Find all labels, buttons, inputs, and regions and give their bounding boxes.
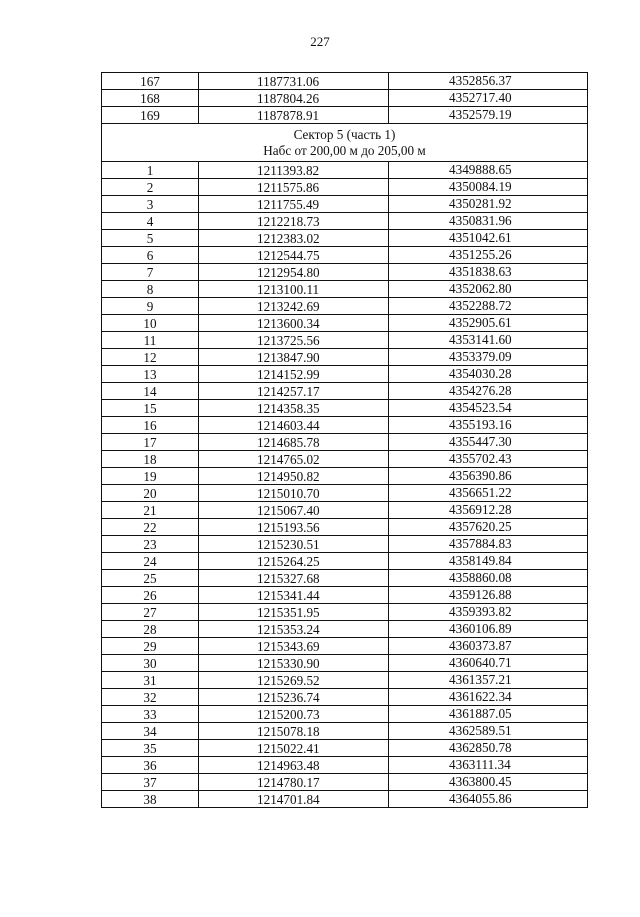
- x-coordinate-cell: 1215353.24: [199, 621, 389, 638]
- x-coordinate-cell: 1213100.11: [199, 281, 389, 298]
- table-row: [102, 179, 588, 196]
- table-row: [102, 315, 588, 332]
- point-number-cell: 4: [102, 213, 199, 230]
- table-row: [102, 107, 588, 124]
- point-number-cell: 6: [102, 247, 199, 264]
- y-coordinate-cell: 4350831.96: [389, 213, 588, 230]
- table-row: [102, 604, 588, 621]
- x-coordinate-cell: 1212954.80: [199, 264, 389, 281]
- x-coordinate-cell: 1212383.02: [199, 230, 389, 247]
- table-row: [102, 723, 588, 740]
- y-coordinate-cell: 4351838.63: [389, 264, 588, 281]
- sector-header: [102, 124, 588, 162]
- point-number-cell: 13: [102, 366, 199, 383]
- table-row: [102, 213, 588, 230]
- point-number-cell: 28: [102, 621, 199, 638]
- x-coordinate-cell: 1215330.90: [199, 655, 389, 672]
- y-coordinate-cell: 4359393.82: [389, 604, 588, 621]
- table-row: [102, 162, 588, 179]
- y-coordinate-cell: 4352905.61: [389, 315, 588, 332]
- point-number-cell: 12: [102, 349, 199, 366]
- y-coordinate-cell: 4364055.86: [389, 791, 588, 808]
- y-coordinate-cell: 4360373.87: [389, 638, 588, 655]
- y-coordinate-cell: 4360106.89: [389, 621, 588, 638]
- table-row: [102, 638, 588, 655]
- y-coordinate-cell: 4362850.78: [389, 740, 588, 757]
- x-coordinate-cell: 1215341.44: [199, 587, 389, 604]
- x-coordinate-cell: 1214152.99: [199, 366, 389, 383]
- table-row: [102, 417, 588, 434]
- x-coordinate-cell: 1211755.49: [199, 196, 389, 213]
- table-row: [102, 519, 588, 536]
- point-number-cell: 29: [102, 638, 199, 655]
- x-coordinate-cell: 1215327.68: [199, 570, 389, 587]
- y-coordinate-cell: 4351042.61: [389, 230, 588, 247]
- y-coordinate-cell: 4363111.34: [389, 757, 588, 774]
- point-number-cell: 7: [102, 264, 199, 281]
- sector-rows: [102, 162, 588, 808]
- point-number-cell: 36: [102, 757, 199, 774]
- point-number-cell: 14: [102, 383, 199, 400]
- point-number-cell: 26: [102, 587, 199, 604]
- point-number-cell: 3: [102, 196, 199, 213]
- y-coordinate-cell: 4354276.28: [389, 383, 588, 400]
- table-row: [102, 230, 588, 247]
- table-row: [102, 434, 588, 451]
- y-coordinate-cell: 4361622.34: [389, 689, 588, 706]
- point-number-cell: 31: [102, 672, 199, 689]
- y-coordinate-cell: 4358860.08: [389, 570, 588, 587]
- x-coordinate-cell: 1187731.06: [199, 73, 389, 90]
- point-number-cell: 25: [102, 570, 199, 587]
- y-coordinate-cell: 4354030.28: [389, 366, 588, 383]
- table-row: [102, 73, 588, 90]
- point-number-cell: 24: [102, 553, 199, 570]
- table-row: [102, 451, 588, 468]
- point-number-cell: 19: [102, 468, 199, 485]
- x-coordinate-cell: 1213725.56: [199, 332, 389, 349]
- point-number-cell: 27: [102, 604, 199, 621]
- y-coordinate-cell: 4350084.19: [389, 179, 588, 196]
- y-coordinate-cell: 4352856.37: [389, 73, 588, 90]
- point-number-cell: 8: [102, 281, 199, 298]
- table-row: [102, 247, 588, 264]
- y-coordinate-cell: 4354523.54: [389, 400, 588, 417]
- table-row: [102, 349, 588, 366]
- table-row: [102, 90, 588, 107]
- x-coordinate-cell: 1214765.02: [199, 451, 389, 468]
- x-coordinate-cell: 1215343.69: [199, 638, 389, 655]
- x-coordinate-cell: 1214603.44: [199, 417, 389, 434]
- x-coordinate-cell: 1214257.17: [199, 383, 389, 400]
- y-coordinate-cell: 4351255.26: [389, 247, 588, 264]
- sector-title: Сектор 5 (часть 1): [293, 126, 396, 142]
- point-number-cell: 22: [102, 519, 199, 536]
- y-coordinate-cell: 4361887.05: [389, 706, 588, 723]
- x-coordinate-cell: 1215010.70: [199, 485, 389, 502]
- y-coordinate-cell: 4358149.84: [389, 553, 588, 570]
- point-number-cell: 30: [102, 655, 199, 672]
- y-coordinate-cell: 4352717.40: [389, 90, 588, 107]
- point-number-cell: 20: [102, 485, 199, 502]
- y-coordinate-cell: 4356651.22: [389, 485, 588, 502]
- y-coordinate-cell: 4355702.43: [389, 451, 588, 468]
- x-coordinate-cell: 1215078.18: [199, 723, 389, 740]
- point-number-cell: 10: [102, 315, 199, 332]
- x-coordinate-cell: 1215193.56: [199, 519, 389, 536]
- y-coordinate-cell: 4352288.72: [389, 298, 588, 315]
- y-coordinate-cell: 4362589.51: [389, 723, 588, 740]
- sector-subtitle: Набс от 200,00 м до 205,00 м: [263, 142, 426, 158]
- y-coordinate-cell: 4357884.83: [389, 536, 588, 553]
- y-coordinate-cell: 4356912.28: [389, 502, 588, 519]
- point-number-cell: 15: [102, 400, 199, 417]
- table-row: [102, 366, 588, 383]
- top-rows: [102, 73, 588, 124]
- x-coordinate-cell: 1214358.35: [199, 400, 389, 417]
- table-row: [102, 740, 588, 757]
- point-number-cell: 17: [102, 434, 199, 451]
- point-number-cell: 21: [102, 502, 199, 519]
- x-coordinate-cell: 1211393.82: [199, 162, 389, 179]
- table-row: [102, 757, 588, 774]
- y-coordinate-cell: 4357620.25: [389, 519, 588, 536]
- y-coordinate-cell: 4355193.16: [389, 417, 588, 434]
- y-coordinate-cell: 4360640.71: [389, 655, 588, 672]
- point-number-cell: 35: [102, 740, 199, 757]
- x-coordinate-cell: 1215264.25: [199, 553, 389, 570]
- table-row: [102, 672, 588, 689]
- x-coordinate-cell: 1214701.84: [199, 791, 389, 808]
- x-coordinate-cell: 1213242.69: [199, 298, 389, 315]
- point-number-cell: 9: [102, 298, 199, 315]
- y-coordinate-cell: 4355447.30: [389, 434, 588, 451]
- table-row: [102, 536, 588, 553]
- table-row: [102, 502, 588, 519]
- x-coordinate-cell: 1213600.34: [199, 315, 389, 332]
- table-row: [102, 791, 588, 808]
- point-number-cell: 37: [102, 774, 199, 791]
- point-number-cell: 11: [102, 332, 199, 349]
- x-coordinate-cell: 1215269.52: [199, 672, 389, 689]
- point-number-cell: 1: [102, 162, 199, 179]
- table-row: [102, 570, 588, 587]
- coordinates-table: [101, 72, 588, 808]
- x-coordinate-cell: 1214963.48: [199, 757, 389, 774]
- table-row: [102, 485, 588, 502]
- y-coordinate-cell: 4363800.45: [389, 774, 588, 791]
- x-coordinate-cell: 1215236.74: [199, 689, 389, 706]
- x-coordinate-cell: 1214780.17: [199, 774, 389, 791]
- page-number: 227: [310, 34, 330, 49]
- x-coordinate-cell: 1213847.90: [199, 349, 389, 366]
- table-row: [102, 298, 588, 315]
- y-coordinate-cell: 4352062.80: [389, 281, 588, 298]
- table-row: [102, 706, 588, 723]
- y-coordinate-cell: 4350281.92: [389, 196, 588, 213]
- sector-header-cell: [102, 124, 588, 162]
- y-coordinate-cell: 4356390.86: [389, 468, 588, 485]
- point-number-cell: 32: [102, 689, 199, 706]
- x-coordinate-cell: 1212218.73: [199, 213, 389, 230]
- table-row: [102, 774, 588, 791]
- point-number-cell: 23: [102, 536, 199, 553]
- sector-header-row: [102, 124, 588, 162]
- table-row: [102, 553, 588, 570]
- table-row: [102, 281, 588, 298]
- table-row: [102, 383, 588, 400]
- x-coordinate-cell: 1215230.51: [199, 536, 389, 553]
- x-coordinate-cell: 1215022.41: [199, 740, 389, 757]
- y-coordinate-cell: 4361357.21: [389, 672, 588, 689]
- point-number-cell: 2: [102, 179, 199, 196]
- point-number-cell: 168: [102, 90, 199, 107]
- y-coordinate-cell: 4353141.60: [389, 332, 588, 349]
- table-row: [102, 587, 588, 604]
- point-number-cell: 167: [102, 73, 199, 90]
- x-coordinate-cell: 1215067.40: [199, 502, 389, 519]
- point-number-cell: 34: [102, 723, 199, 740]
- point-number-cell: 5: [102, 230, 199, 247]
- table-row: [102, 400, 588, 417]
- table-row: [102, 621, 588, 638]
- table-row: [102, 689, 588, 706]
- y-coordinate-cell: 4352579.19: [389, 107, 588, 124]
- point-number-cell: 16: [102, 417, 199, 434]
- y-coordinate-cell: 4359126.88: [389, 587, 588, 604]
- point-number-cell: 38: [102, 791, 199, 808]
- x-coordinate-cell: 1211575.86: [199, 179, 389, 196]
- point-number-cell: 18: [102, 451, 199, 468]
- y-coordinate-cell: 4349888.65: [389, 162, 588, 179]
- table-row: [102, 332, 588, 349]
- table-row: [102, 468, 588, 485]
- x-coordinate-cell: 1187804.26: [199, 90, 389, 107]
- point-number-cell: 33: [102, 706, 199, 723]
- x-coordinate-cell: 1214950.82: [199, 468, 389, 485]
- y-coordinate-cell: 4353379.09: [389, 349, 588, 366]
- x-coordinate-cell: 1212544.75: [199, 247, 389, 264]
- table-row: [102, 264, 588, 281]
- x-coordinate-cell: 1214685.78: [199, 434, 389, 451]
- table-row: [102, 655, 588, 672]
- table-row: [102, 196, 588, 213]
- x-coordinate-cell: 1187878.91: [199, 107, 389, 124]
- x-coordinate-cell: 1215200.73: [199, 706, 389, 723]
- point-number-cell: 169: [102, 107, 199, 124]
- x-coordinate-cell: 1215351.95: [199, 604, 389, 621]
